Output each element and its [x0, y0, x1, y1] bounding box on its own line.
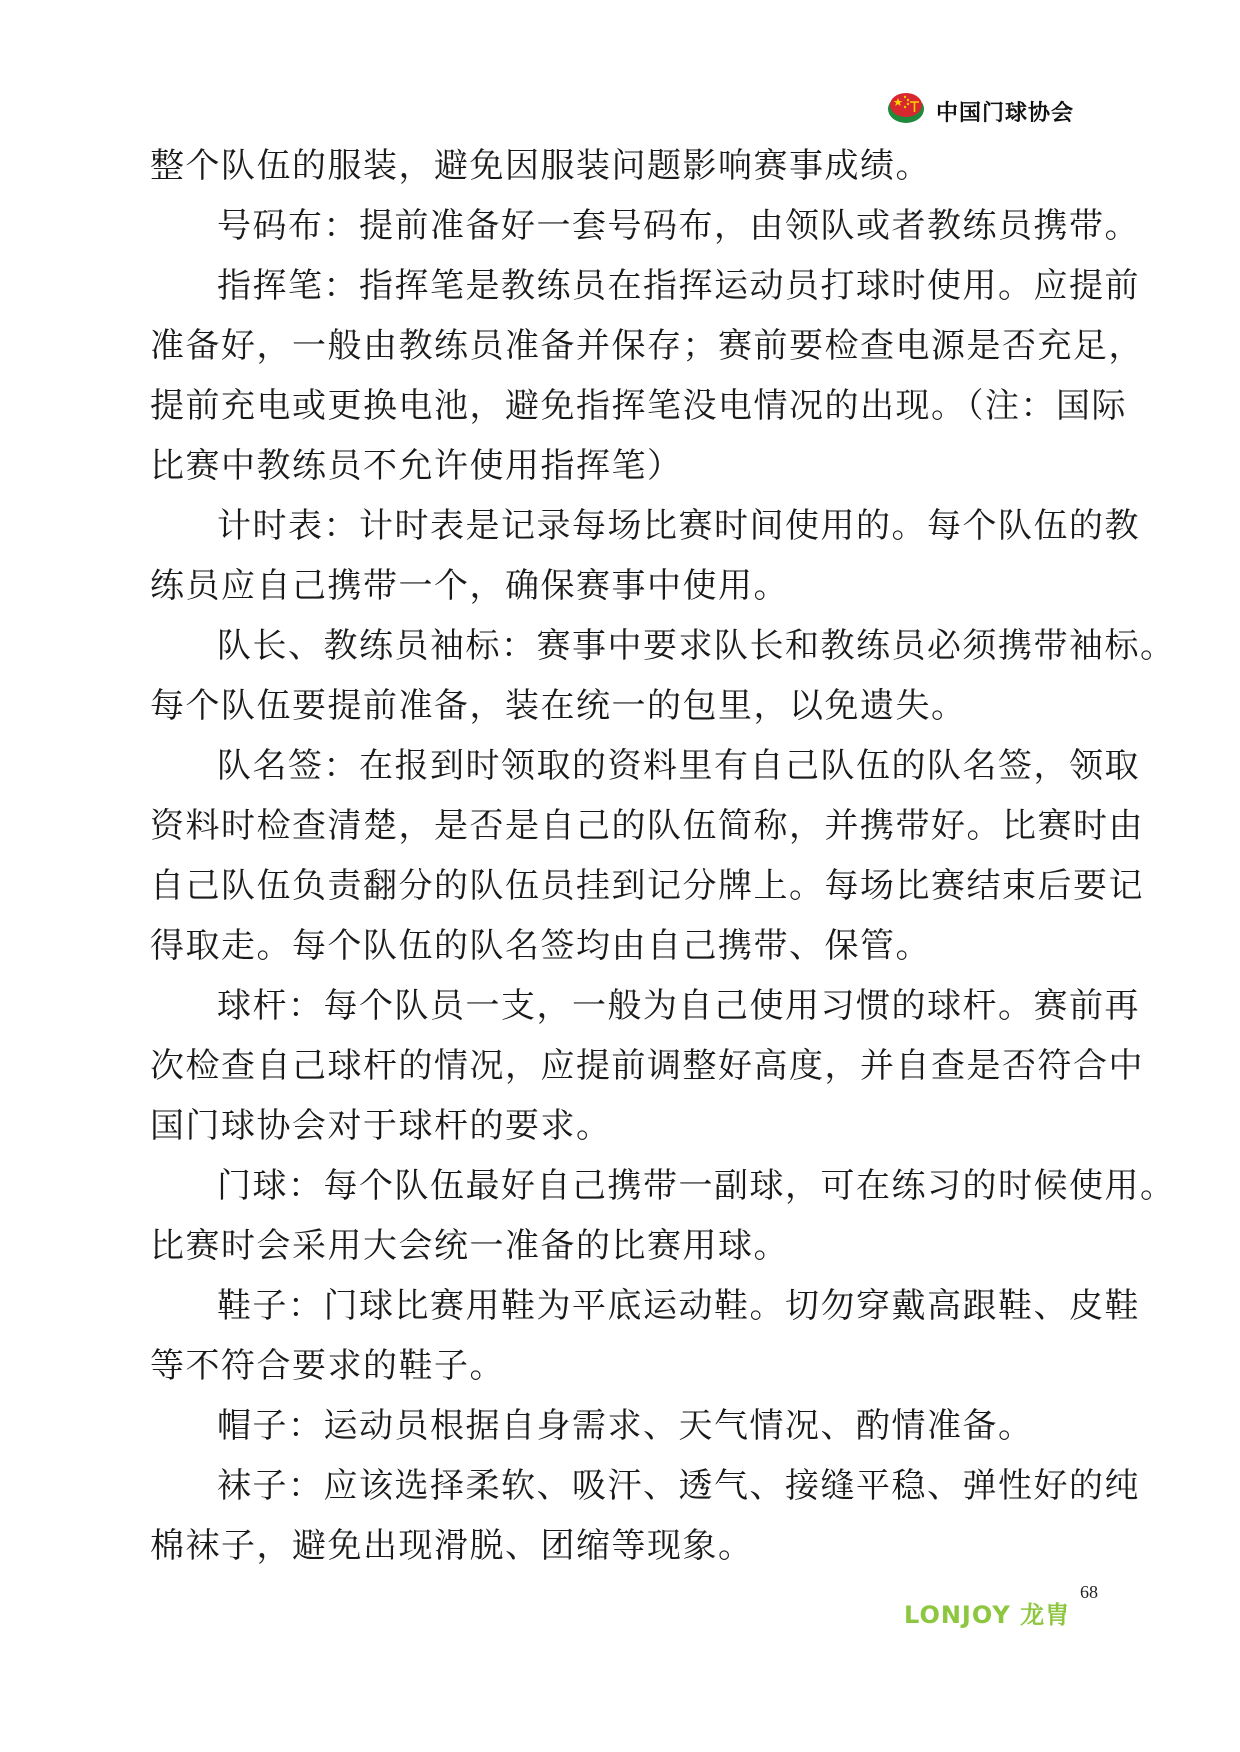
text-line: 自己队伍负责翻分的队伍员挂到记分牌上。每场比赛结束后要记	[150, 866, 1144, 906]
paragraph	[150, 1156, 1176, 1276]
text-line: 比赛时会采用大会统一准备的比赛用球。	[150, 1226, 789, 1266]
text-line: 得取走。每个队伍的队名签均由自己携带、保管。	[150, 926, 931, 966]
text-line: 国门球协会对于球杆的要求。	[150, 1106, 612, 1146]
text-line: 准备好，一般由教练员准备并保存；赛前要检查电源是否充足，	[150, 326, 1144, 366]
paragraph	[150, 976, 1144, 1156]
text-line: 鞋子：门球比赛用鞋为平底运动鞋。切勿穿戴高跟鞋、皮鞋	[217, 1286, 1140, 1326]
text-line: 练员应自己携带一个，确保赛事中使用。	[150, 566, 789, 606]
china-flag-ball-logo-icon	[886, 90, 926, 124]
paragraph	[150, 196, 1140, 256]
text-line: 每个队伍要提前准备，装在统一的包里，以免遗失。	[150, 686, 967, 726]
text-line: 次检查自己球杆的情况，应提前调整好高度，并自查是否符合中	[150, 1046, 1144, 1086]
text-line: 等不符合要求的鞋子。	[150, 1346, 505, 1386]
paragraph	[150, 1276, 1140, 1396]
page-number: 68	[1080, 1582, 1098, 1602]
text-line: 计时表：计时表是记录每场比赛时间使用的。每个队伍的教	[217, 506, 1140, 546]
text-line: 帽子：运动员根据自身需求、天气情况、酌情准备。	[217, 1406, 1034, 1446]
text-line: 比赛中教练员不允许使用指挥笔）	[150, 446, 683, 486]
paragraph	[150, 256, 1144, 496]
paragraph	[150, 1396, 1086, 1456]
header-brand	[886, 86, 1074, 127]
footer-brand-logo: LONJOY 龙胄	[904, 1601, 1071, 1629]
text-line: 队长、教练员袖标：赛事中要求队长和教练员必须携带袖标。	[217, 626, 1176, 666]
paragraph	[150, 1456, 1140, 1576]
text-line: 球杆：每个队员一支，一般为自己使用习惯的球杆。赛前再	[217, 986, 1140, 1026]
paragraph	[150, 736, 1144, 976]
text-line: 指挥笔：指挥笔是教练员在指挥运动员打球时使用。应提前	[217, 266, 1140, 306]
paragraph	[150, 496, 1140, 616]
text-line: 号码布：提前准备好一套号码布，由领队或者教练员携带。	[217, 206, 1140, 246]
text-line: 整个队伍的服装，避免因服装问题影响赛事成绩。	[150, 146, 931, 186]
text-line: 资料时检查清楚，是否是自己的队伍简称，并携带好。比赛时由	[150, 806, 1144, 846]
text-line: 棉袜子，避免出现滑脱、团缩等现象。	[150, 1526, 754, 1566]
text-line: 袜子：应该选择柔软、吸汗、透气、接缝平稳、弹性好的纯	[217, 1466, 1140, 1506]
text-line: 门球：每个队伍最好自己携带一副球，可在练习的时候使用。	[217, 1166, 1176, 1206]
body-text	[150, 136, 1176, 1576]
paragraph	[150, 616, 1176, 736]
organization-name: 中国门球协会	[936, 101, 1075, 126]
text-line: 提前充电或更换电池，避免指挥笔没电情况的出现。（注：国际	[150, 386, 1127, 426]
paragraph	[150, 136, 1086, 196]
text-line: 队名签：在报到时领取的资料里有自己队伍的队名签，领取	[217, 746, 1140, 786]
